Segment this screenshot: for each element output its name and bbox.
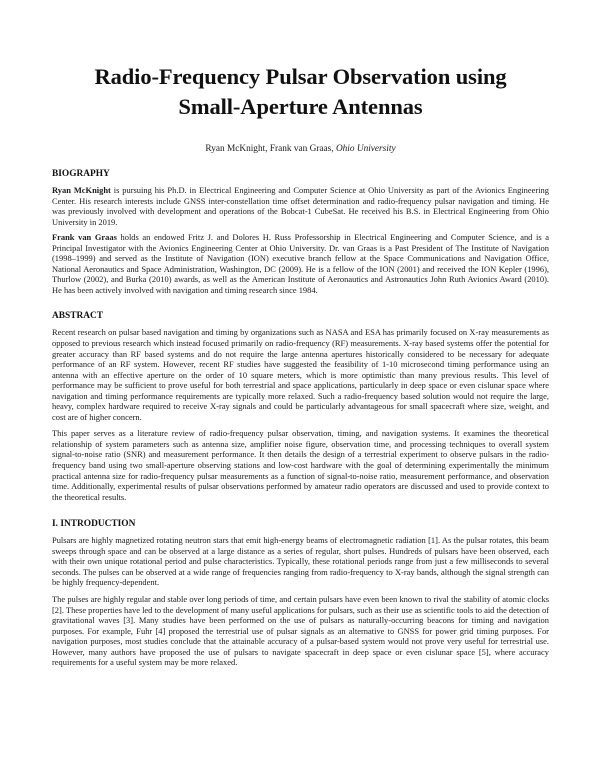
abstract-paragraph-1: Recent research on pulsar based navigation and timing by organizations such as NASA and ESA has primarily focused on X-ray measurements as opposed to previous research which instead focused primarily on radio-frequency (RF) measurements. X-ray based systems offer the potential for greater accuracy than RF based systems and do not require the large antenna apertures historically considered to be necessary for adequate performance of an RF system. However, recent RF studies have suggested the feasibility of 1-10 microsecond timing performance using an antenna with an effective aperture on the order of 10 square meters, which is more optimistic than many previous results. This level of performance may be sufficient to prove useful for both terrestrial and space applications, particularly in deep space or even cislunar space where navigation and timing performance requirements are typically more relaxed. Such a radio-frequency based solution would not require the large, heavy, complex hardware required to receive X-ray signals and could be particularly advantageous for small spacecraft where size, weight, and cost are of higher concern. [52, 327, 549, 422]
biography-paragraph-2 [52, 232, 549, 295]
paper-title [52, 62, 549, 122]
biography-name-1: Ryan McKnight [52, 185, 111, 195]
abstract-paragraph-2: This paper serves as a literature review of radio-frequency pulsar observation, timing, and navigation systems. It examines the theoretical relationship of system parameters such as antenna size, amplifier noise figure, observation time, and processing techniques to overall system signal-to-noise ratio (SNR) and measurement performance. It then details the design of a terrestrial experiment to observe pulsars in the radio-frequency band using two small-aperture observing stations and low-cost hardware with the goal of determining experimentally the minimum practical antenna size for radio-frequency pulsar measurements as a function of signal-to-noise ratio, measurement performance, and observation time. Additionally, experimental results of pulsar observations performed by amateur radio operators are discussed and used to provide context to the theoretical results. [52, 428, 549, 502]
introduction-paragraph-1: Pulsars are highly magnetized rotating neutron stars that emit high-energy beams of electromagnetic radiation [1]. As the pulsar rotates, this beam sweeps through space and can be observed at a large distance as a series of regular, short pulses. Hundreds of pulsars have been observed, each with their own unique rotational period and pulse characteristics. Typically, these rotational periods range from just a few milliseconds to several seconds. The pulses can be observed at a wide range of frequencies ranging from radio-frequency to X-ray bands, although the signal strength can be highly frequency-dependent. [52, 535, 549, 588]
title-line-2: Small-Aperture Antennas [178, 94, 423, 119]
biography-heading: BIOGRAPHY [52, 169, 110, 179]
biography-paragraph-1 [52, 185, 549, 227]
abstract-heading: ABSTRACT [52, 311, 104, 322]
author-line [52, 143, 549, 155]
author-names: Ryan McKnight, Frank van Graas, [205, 144, 336, 154]
paper-page [52, 62, 549, 668]
biography-text-2: holds an endowed Fritz J. and Dolores H. Russ Professorship in Electrical Engineering and Computer Science, and is a Principal Investigator with the Avionics Engineering Center at Ohio University. Dr. van Graas is a Past President of The Institute of Navigation (1998–1999) and served as the Institute of Navigation (ION) executive branch fellow at the Space Communications and Navigation Office, National Aeronautics and Space Administration, Washington, DC (2009). He is a fellow of the ION (2001) and received the ION Kepler (1996), Thurlow (2002), and Burka (2010) awards, as well as the American Institute of Aeronautics and Astronautics John Ruth Avionics Award (2010). He has been actively involved with navigation and timing research since 1984. [52, 232, 549, 295]
biography-text-1: is pursuing his Ph.D. in Electrical Engineering and Computer Science at Ohio University as part of the Avionics Engineering Center. His research interests include GNSS inter-constellation time offset determination and radio-frequency pulsar navigation and timing. He was previously involved with development and operations of the Bobcat-1 CubeSat. He received his B.S. in Electrical Engineering from Ohio University in 2019. [52, 185, 549, 227]
biography-name-2: Frank van Graas [52, 232, 117, 243]
introduction-heading: I. INTRODUCTION [52, 519, 136, 530]
title-line-1: Radio-Frequency Pulsar Observation using [94, 64, 507, 89]
introduction-paragraph-2: The pulses are highly regular and stable over long periods of time, and certain pulsars have even been known to rival the stability of atomic clocks [2]. These properties have led to the development of many useful applications for pulsars, such as their use as scientific tools to aid the detection of gravitational waves [3]. Many studies have been performed on the use of pulsars as naturally-occurring beacons for timing and navigation purposes. For example, Fuhr [4] proposed the terrestrial use of pulsar signals as an alternative to GNSS for power grid timing purposes. For navigation purposes, most studies conclude that the attainable accuracy of a pulsar-based system would not prove very useful for terrestrial use. However, many authors have proposed the use of pulsars to navigate spacecraft in deep space or even cislunar space [5], where accuracy requirements for a useful system may be more relaxed. [52, 593, 549, 668]
author-affiliation: Ohio University [335, 144, 396, 154]
